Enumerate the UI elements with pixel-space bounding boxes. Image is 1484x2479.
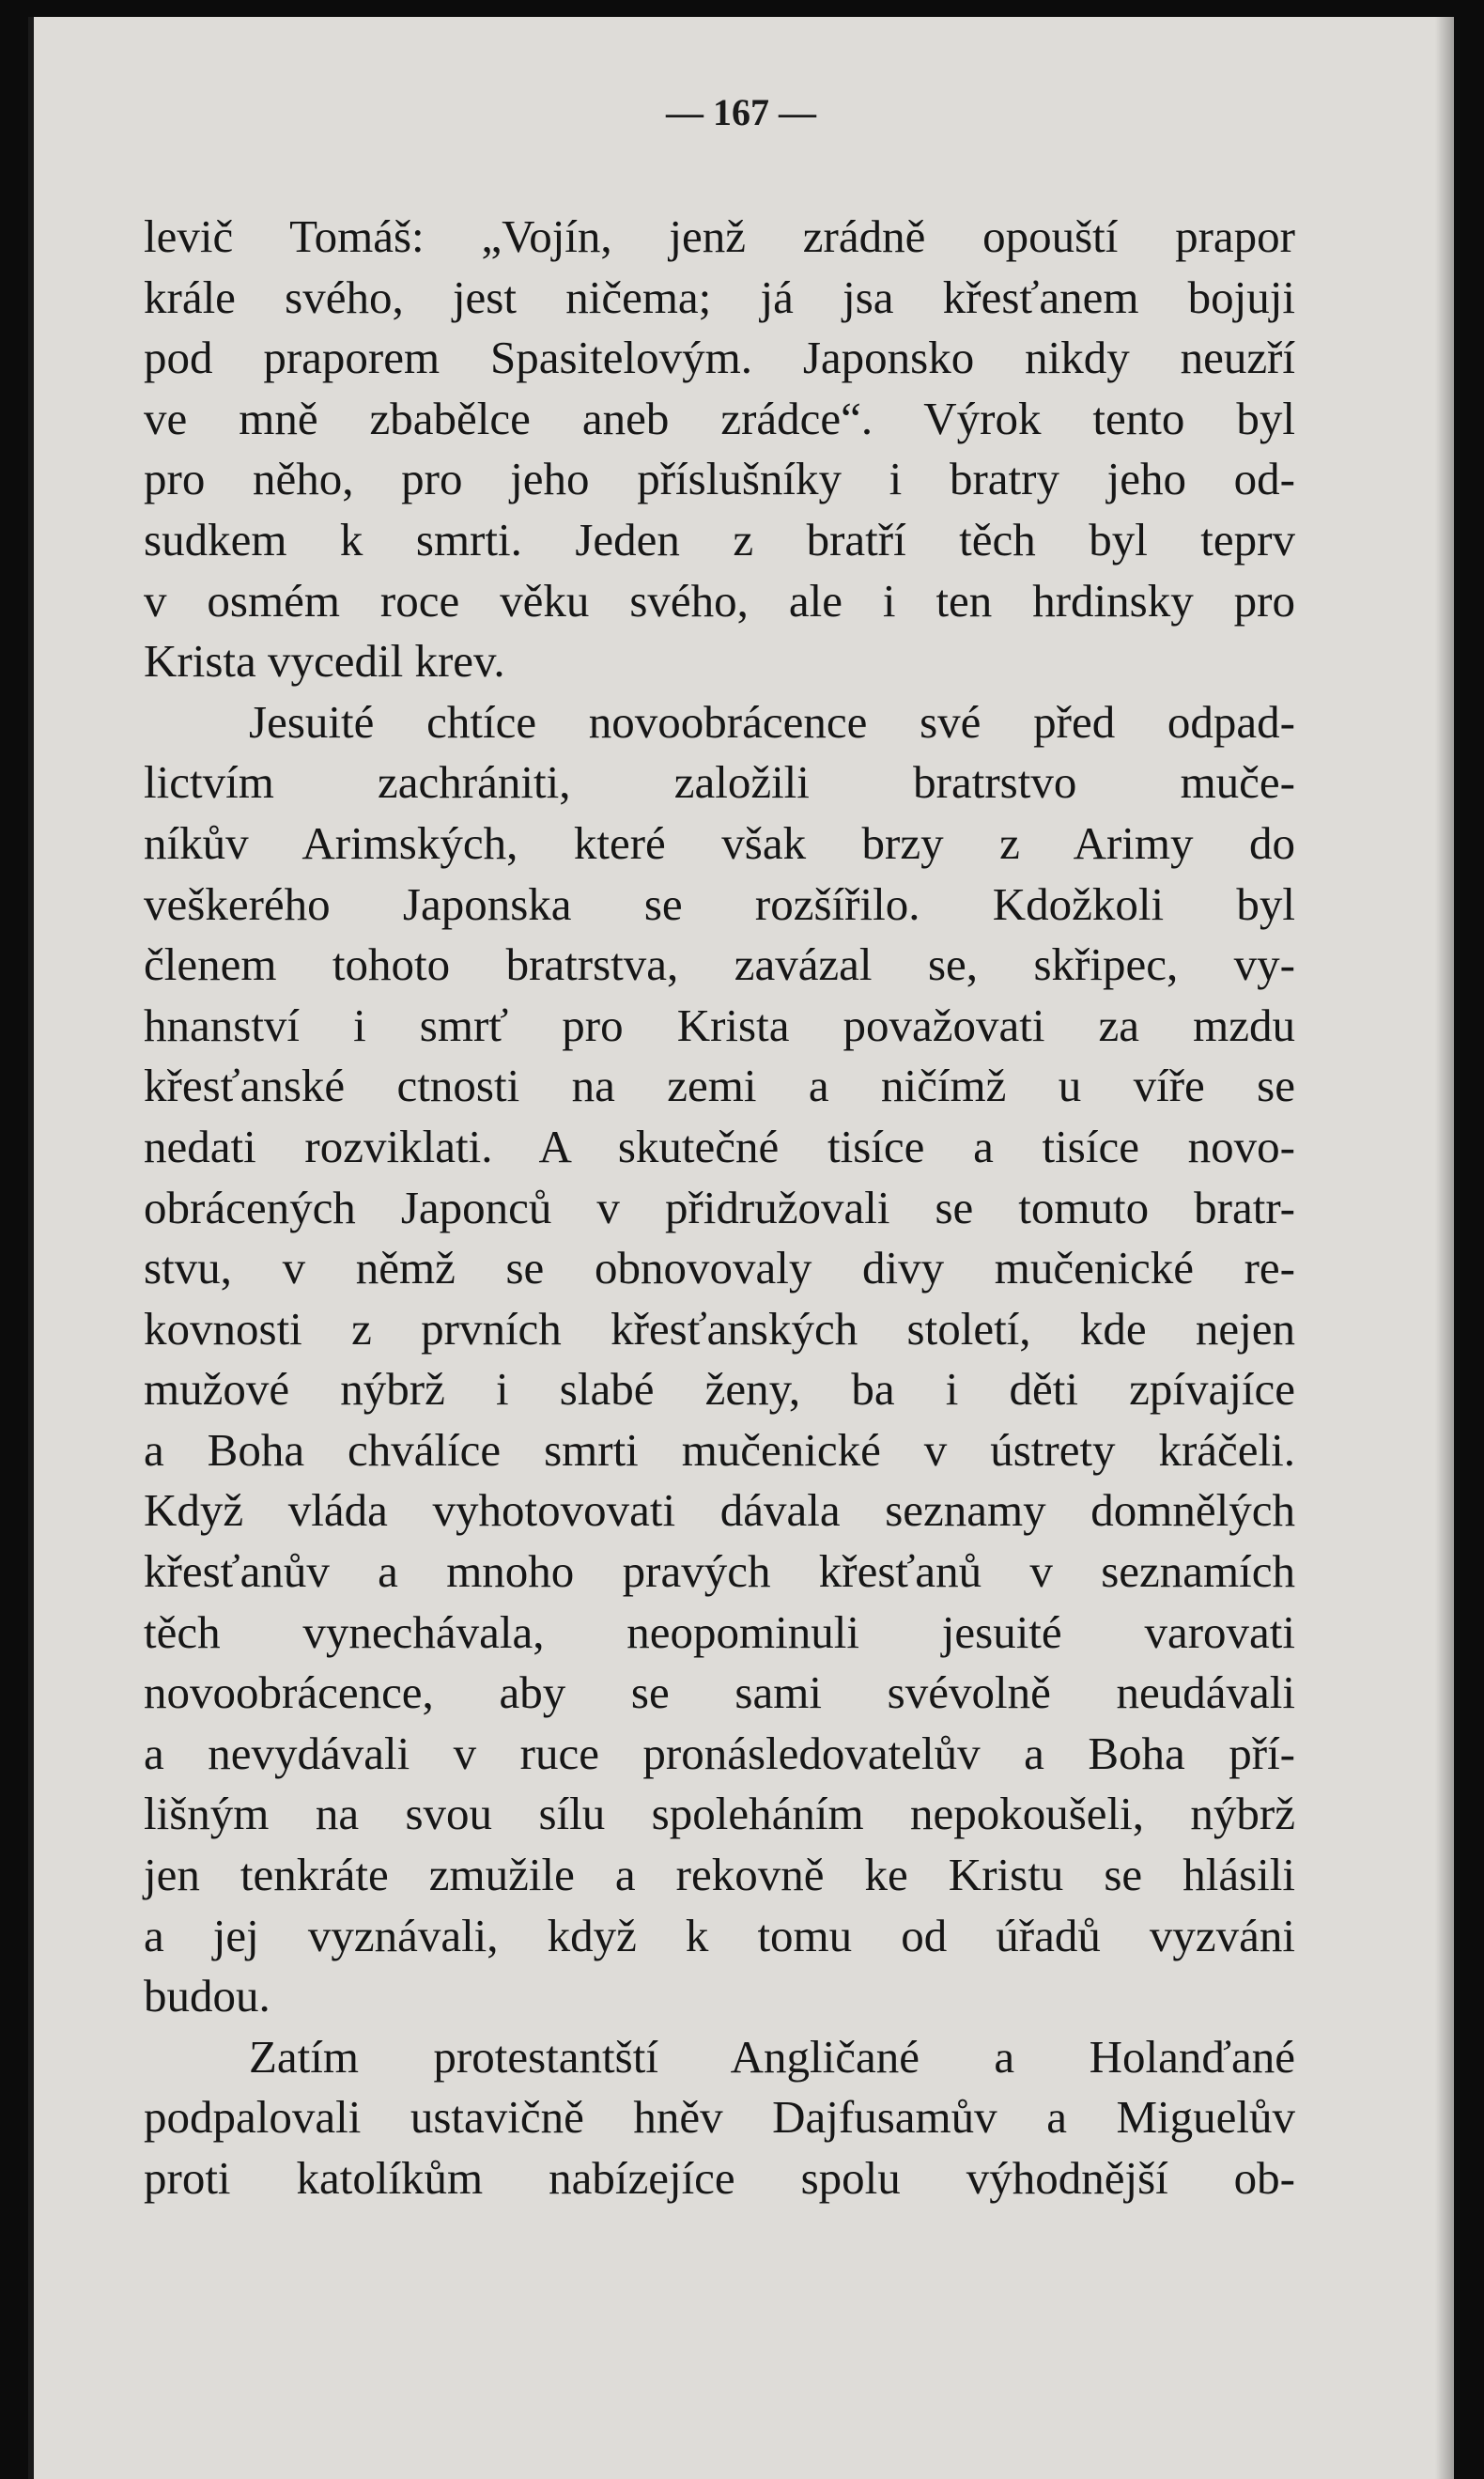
text-line: ve mně zbabělce aneb zrádce“. Výrok tento byl bbox=[144, 392, 1295, 444]
text-line: proti katolíkům nabízejíce spolu výhodnější ob- bbox=[144, 2152, 1295, 2204]
text-line: a Boha chválíce smrti mučenické v ústrety kráčeli. bbox=[144, 1423, 1295, 1476]
text-line: lictvím zachrániti, založili bratrstvo muče- bbox=[144, 756, 1295, 809]
text-line: a nevydávali v ruce pronásledovatelův a Boha pří- bbox=[144, 1727, 1295, 1779]
text-line: krále svého, jest ničema; já jsa křesťanem bojuji bbox=[144, 271, 1295, 323]
text-line: pod praporem Spasitelovým. Japonsko nikdy neuzří bbox=[144, 332, 1295, 384]
text-line: obrácených Japonců v přidružovali se tomuto bratr- bbox=[144, 1181, 1295, 1233]
text-line: nedati rozviklati. A skutečné tisíce a tisíce novo- bbox=[144, 1120, 1295, 1172]
page-left-edge bbox=[28, 17, 34, 2479]
text-line: Zatím protestantští Angličané a Holanďané bbox=[249, 2030, 1295, 2083]
page-right-edge-shadow bbox=[1435, 17, 1454, 2479]
text-line: členem tohoto bratrstva, zavázal se, skřipec, vy- bbox=[144, 938, 1295, 991]
text-line: sudkem k smrti. Jeden z bratří těch byl teprv bbox=[144, 513, 1295, 566]
book-page bbox=[28, 17, 1454, 2479]
text-line: a jej vyznávali, když k tomu od úřadů vyzváni bbox=[144, 1909, 1295, 1961]
text-line: Jesuité chtíce novoobrácence své před odpad- bbox=[249, 695, 1295, 748]
text-line: lišným na svou sílu spoleháním nepokoušeli, nýbrž bbox=[144, 1788, 1295, 1840]
text-line: těch vynechávala, neopominuli jesuité varovati bbox=[144, 1605, 1295, 1658]
text-line: kovnosti z prvních křesťanských století, kde nejen bbox=[144, 1302, 1295, 1355]
text-line: mužové nýbrž i slabé ženy, ba i děti zpívajíce bbox=[144, 1363, 1295, 1416]
text-line: novoobrácence, aby se sami svévolně neudávali bbox=[144, 1666, 1295, 1719]
text-line: hnanství i smrť pro Krista považovati za mzdu bbox=[144, 999, 1295, 1051]
text-line: budou. bbox=[144, 1970, 271, 2022]
text-line: níkův Arimských, které však brzy z Arimy do bbox=[144, 816, 1295, 869]
text-line: podpalovali ustavičně hněv Dajfusamův a Miguelův bbox=[144, 2091, 1295, 2144]
text-line: Krista vycedil krev. bbox=[144, 635, 505, 688]
text-line: jen tenkráte zmužile a rekovně ke Kristu se hlásili bbox=[144, 1849, 1295, 1901]
text-line: Když vláda vyhotovovati dávala seznamy domnělých bbox=[144, 1484, 1295, 1537]
text-line: stvu, v němž se obnovovaly divy mučenické re- bbox=[144, 1242, 1295, 1294]
text-line: v osmém roce věku svého, ale i ten hrdinsky pro bbox=[144, 574, 1295, 627]
page-number: — 167 — bbox=[666, 91, 816, 133]
text-line: křesťanské ctnosti na zemi a ničímž u víře se bbox=[144, 1060, 1295, 1112]
text-line: levič Tomáš: „Vojín, jenž zrádně opouští prapor bbox=[144, 210, 1295, 262]
text-line: veškerého Japonska se rozšířilo. Kdožkoli byl bbox=[144, 877, 1295, 930]
text-line: pro něho, pro jeho příslušníky i bratry jeho od- bbox=[144, 453, 1295, 505]
text-body bbox=[144, 207, 1295, 2209]
text-line: křesťanův a mnoho pravých křesťanů v seznamích bbox=[144, 1545, 1295, 1598]
